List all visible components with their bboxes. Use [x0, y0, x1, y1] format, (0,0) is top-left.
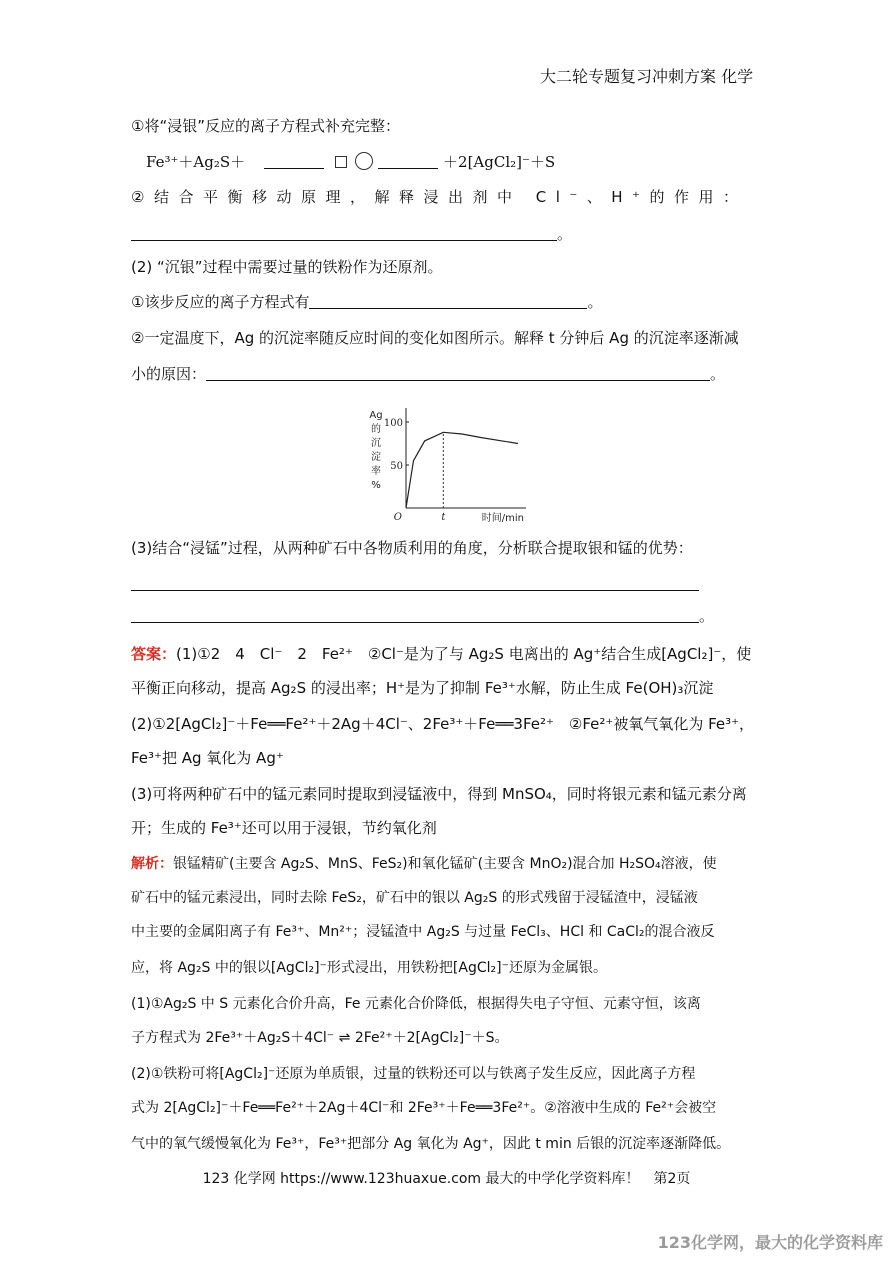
y-tick-label: 50 — [390, 461, 403, 472]
period: 。 — [557, 225, 573, 243]
analysis-line-9: 气中的氧气缓慢氧化为 Fe³⁺，Fe³⁺把部分 Ag 氧化为 Ag⁺，因此 t min 后银的沉淀率逐渐降低。 — [131, 1136, 731, 1152]
sedimentation-curve — [406, 432, 518, 508]
q2-intro: (2) “沉银”过程中需要过量的铁粉作为还原剂。 — [131, 258, 443, 276]
page-footer: 123 化学网 https://www.123huaxue.com 最大的中学化学资料库！ 第2页 — [202, 1171, 691, 1187]
answer-line-5: (3)可将两种矿石中的锰元素同时提取到浸锰液中，得到 MnSO₄，同时将银元素和锰元素分离 — [131, 785, 747, 803]
y-axis-label-char: % — [371, 480, 381, 491]
q3-part1: (3)结合“浸锰”过程，从两种矿石中各物质利用的角度，分析联合提取银和锰的优势： — [131, 539, 693, 557]
y-axis-label-char: 淀 — [371, 452, 381, 463]
page-header: 大二轮专题复习冲刺方案 化学 — [540, 67, 754, 86]
analysis-line-7: (2)①铁粉可将[AgCl₂]⁻还原为单质银，过量的铁粉还可以与铁离子发生反应，因此离子方程 — [131, 1066, 696, 1082]
origin-label: O — [393, 512, 402, 523]
t-tick-label: t — [441, 512, 446, 523]
analysis-line-8: 式为 2[AgCl₂]⁻＋Fe══Fe²⁺＋2Ag＋4Cl⁻和 2Fe³⁺＋Fe══3Fe²⁺。②溶液中生成的 Fe²⁺会被空 — [131, 1100, 717, 1116]
answer-text: (1)①2 4 Cl⁻ 2 Fe²⁺ ②Cl⁻是为了与 Ag₂S 电离出的 Ag⁺结合生成[AgCl₂]⁻，使 — [176, 645, 752, 663]
q1-part1: ①将“浸银”反应的离子方程式补充完整： — [131, 117, 400, 135]
answer-blank[interactable] — [309, 294, 587, 309]
analysis-line-4: 应，将 Ag₂S 中的银以[AgCl₂]⁻形式浸出，用铁粉把[AgCl₂]⁻还原为金属银。 — [131, 960, 607, 976]
answer-line-6: 开；生成的 Fe³⁺还可以用于浸银，节约氧化剂 — [131, 819, 437, 837]
q1-answer-line — [131, 224, 572, 244]
y-axis-label-char: 的 — [371, 424, 381, 435]
eq-left: Fe³⁺＋Ag₂S＋ — [146, 153, 246, 171]
answer-blank[interactable] — [131, 608, 699, 623]
period: 。 — [587, 293, 603, 311]
sedimentation-chart — [362, 398, 532, 526]
analysis-line-3: 中主要的金属阳离子有 Fe³⁺、Mn²⁺；浸锰渣中 Ag₂S 与过量 FeCl₃、HCl 和 CaCl₂的混合液反 — [131, 924, 715, 940]
blank-1[interactable] — [264, 154, 324, 169]
answer-blank[interactable] — [131, 576, 699, 591]
q2-part2b — [131, 364, 725, 384]
q3-answer-line-1 — [131, 574, 699, 594]
circle-blank-icon[interactable] — [355, 152, 373, 170]
period: 。 — [699, 607, 715, 625]
blank-2[interactable] — [378, 154, 438, 169]
answer-line-4: Fe³⁺把 Ag 氧化为 Ag⁺ — [131, 749, 284, 767]
analysis-label: 解析： — [131, 856, 173, 872]
answer-line-1 — [131, 644, 751, 664]
x-axis-label: 时间/min — [481, 513, 524, 524]
answer-blank[interactable] — [206, 366, 710, 381]
y-axis-label-char: 率 — [371, 466, 381, 477]
watermark: 123化学网，最大的化学资料库 — [657, 1233, 883, 1252]
q2-part2b-text: 小的原因： — [131, 365, 207, 383]
y-tick-label: 100 — [383, 418, 403, 429]
analysis-line-1 — [131, 854, 717, 874]
eq-right: ＋2[AgCl₂]⁻＋S — [443, 153, 556, 171]
period: 。 — [710, 365, 726, 383]
answer-line-2: 平衡正向移动，提高 Ag₂S 的浸出率；H⁺是为了抑制 Fe³⁺水解，防止生成 Fe(OH)₃沉淀 — [131, 679, 714, 697]
answer-blank[interactable] — [131, 226, 557, 241]
y-axis-label-char: Ag — [369, 410, 383, 421]
y-axis-label-char: 沉 — [371, 438, 381, 449]
equilibrium-icon — [335, 156, 347, 168]
q1-part2: ②结合平衡移动原理，解释浸出剂中 Cl⁻、H⁺的作用： — [131, 188, 748, 206]
analysis-line-2: 矿石中的锰元素浸出，同时去除 FeS₂，矿石中的银以 Ag₂S 的形式残留于浸锰渣中，浸锰液 — [131, 890, 698, 906]
analysis-text: 银锰精矿(主要含 Ag₂S、MnS、FeS₂)和氧化锰矿(主要含 MnO₂)混合加 H₂SO₄溶液，使 — [173, 856, 717, 872]
q3-answer-line-2 — [131, 606, 714, 626]
answer-label: 答案： — [131, 645, 177, 663]
q2-part2: ②一定温度下，Ag 的沉淀率随反应时间的变化如图所示。解释 t 分钟后 Ag 的沉淀率逐渐减 — [131, 329, 739, 347]
analysis-line-5: (1)①Ag₂S 中 S 元素化合价升高，Fe 元素化合价降低，根据得失电子守恒、元素守恒，该离 — [131, 996, 701, 1012]
q1-equation — [146, 152, 555, 172]
q2-part1-text: ①该步反应的离子方程式有 — [131, 293, 310, 311]
analysis-line-6: 子方程式为 2Fe³⁺＋Ag₂S＋4Cl⁻ ⇌ 2Fe²⁺＋2[AgCl₂]⁻＋S。 — [131, 1030, 509, 1046]
answer-line-3: (2)①2[AgCl₂]⁻＋Fe══Fe²⁺＋2Ag＋4Cl⁻、2Fe³⁺＋Fe══3Fe²⁺ ②Fe²⁺被氧气氧化为 Fe³⁺， — [131, 715, 755, 733]
q2-part1 — [131, 292, 602, 312]
